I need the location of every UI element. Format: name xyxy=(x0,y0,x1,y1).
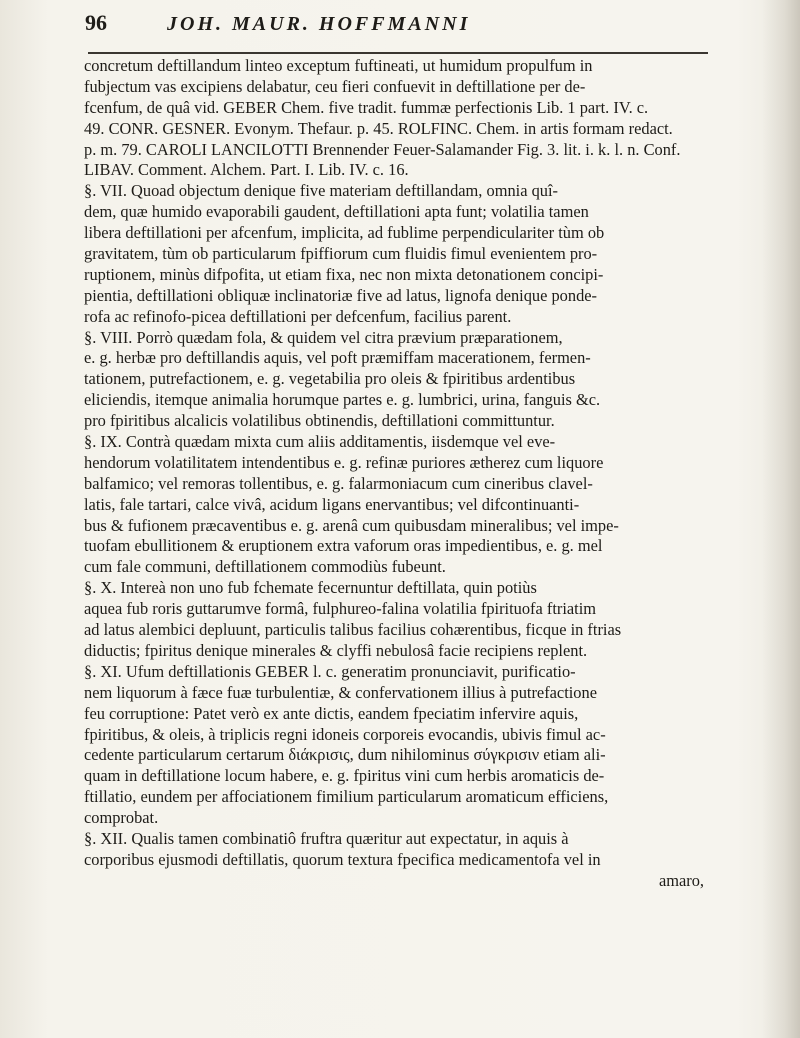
text-line: comprobat. xyxy=(84,808,159,828)
text-line: §. VII. Quoad objectum denique five materiam deftillandam, omnia quî- xyxy=(84,181,558,201)
text-line: gravitatem, tùm ob particularum fpiffiorum cum fluidis fimul evenientem pro- xyxy=(84,244,598,264)
text-line: diductis; fpiritus denique minerales & clyffi nebulosâ facie recipiens replent. xyxy=(84,640,588,660)
text-line: §. XI. Ufum deftillationis GEBER l. c. generatim pronunciavit, purificatio- xyxy=(84,661,576,681)
text-line: feu corruptione: Patet verò ex ante dictis, eandem fpeciatim infervire aquis, xyxy=(84,703,579,723)
text-line: ad latus alembici depluunt, particulis talibus facilius cohærentibus, ficque in ftrias xyxy=(84,620,622,640)
text-line: fubjectum vas excipiens delabatur, ceu fieri confuevit in deftillatione per de- xyxy=(84,76,586,96)
text-line: latis, fale tartari, calce vivâ, acidum ligans enervantibus; vel difcontinuanti- xyxy=(84,494,580,514)
text-line: fpiritibus, & oleis, à triplicis regni idoneis corporeis evocandis, ubivis fimul ac- xyxy=(84,724,606,744)
text-line: tationem, putrefactionem, e. g. vegetabilia pro oleis & fpiritibus ardentibus xyxy=(84,369,576,389)
text-line: pro fpiritibus alcalicis volatilibus obtinendis, deftillationi committuntur. xyxy=(84,411,555,431)
text-line: balfamico; vel remoras tollentibus, e. g. falarmoniacum cum cineribus clavel- xyxy=(84,473,593,493)
text-line: aquea fub roris guttarumve formâ, fulphureo-falina volatilia fpirituofa ftriatim xyxy=(84,599,597,619)
body-text xyxy=(84,56,744,892)
text-line: corporibus ejusmodi deftillatis, quorum textura fpecifica medicamentofa vel in xyxy=(84,849,601,869)
running-head: JOH. MAUR. HOFFMANNI xyxy=(167,13,471,35)
text-line: 49. CONR. GESNER. Evonym. Thefaur. p. 45. ROLFINC. Chem. in artis formam redact. xyxy=(84,118,673,138)
page-header xyxy=(85,10,725,46)
text-line: §. IX. Contrà quædam mixta cum aliis additamentis, iisdemque vel eve- xyxy=(84,432,556,452)
text-line: cedente particularum certarum διάκρισις, dum nihilominus σύγκρισιν etiam ali- xyxy=(84,745,606,765)
text-line: dem, quæ humido evaporabili gaudent, deftillationi apta funt; volatilia tamen xyxy=(84,202,589,222)
text-line: tuofam ebullitionem & eruptionem extra vaforum oras impedientibus, e. g. mel xyxy=(84,536,603,556)
text-line: cum fale communi, deftillationem commodiùs fubeunt. xyxy=(84,557,446,577)
text-line: ftillatio, eundem per affociationem fimilium particularum aromaticum efficiens, xyxy=(84,787,609,807)
text-line: rofa ac refinofo-picea deftillationi per defcenfum, facilius parent. xyxy=(84,306,512,326)
text-line: e. g. herbæ pro deftillandis aquis, vel poft præmiffam macerationem, fermen- xyxy=(84,348,591,368)
text-line: fcenfum, de quâ vid. GEBER Chem. five tradit. fummæ perfectionis Lib. 1 part. IV. c. xyxy=(84,97,649,117)
text-line: §. VIII. Porrò quædam fola, & quidem vel citra prævium præparationem, xyxy=(84,327,563,347)
text-line: quam in deftillatione locum habere, e. g. fpiritus vini cum herbis aromaticis de- xyxy=(84,766,605,786)
text-line: concretum deftillandum linteo exceptum fuftineati, ut humidum propulfum in xyxy=(84,56,593,75)
text-line: amaro, xyxy=(658,870,704,890)
text-line: nem liquorum à fæce fuæ turbulentiæ, & confervationem illius à putrefactione xyxy=(84,682,597,702)
text-line: pientia, deftillationi obliquæ inclinatoriæ five ad latus, lignofa denique ponde- xyxy=(84,285,597,305)
text-line: eliciendis, itemque animalia horumque partes e. g. lumbrici, urina, fanguis &c. xyxy=(84,390,601,410)
header-rule xyxy=(88,52,708,54)
page-spine-shadow xyxy=(762,0,800,1038)
text-line: §. XII. Qualis tamen combinatiô fruftra quæritur aut expectatur, in aquis à xyxy=(84,828,569,848)
text-line: hendorum volatilitatem intendentibus e. g. refinæ puriores ætherez cum liquore xyxy=(84,452,604,472)
text-line: libera deftillationi per afcenfum, implicita, ad fublime perpendiculariter tùm ob xyxy=(84,223,605,243)
text-line: p. m. 79. CAROLI LANCILOTTI Brennender Feuer-Salamander Fig. 3. lit. i. k. l. n. Conf. xyxy=(84,139,681,159)
text-line: LIBAV. Comment. Alchem. Part. I. Lib. IV. c. 16. xyxy=(84,160,409,180)
text-line: §. X. Intereà non uno fub fchemate fecernuntur deftillata, quin potiùs xyxy=(84,578,537,598)
text-line: bus & fufionem præcaventibus e. g. arenâ cum quibusdam mineralibus; vel impe- xyxy=(84,515,619,535)
text-line: ruptionem, minùs difpofita, ut etiam fixa, nec non mixta detonationem concipi- xyxy=(84,264,604,284)
page-number: 96 xyxy=(85,10,107,35)
